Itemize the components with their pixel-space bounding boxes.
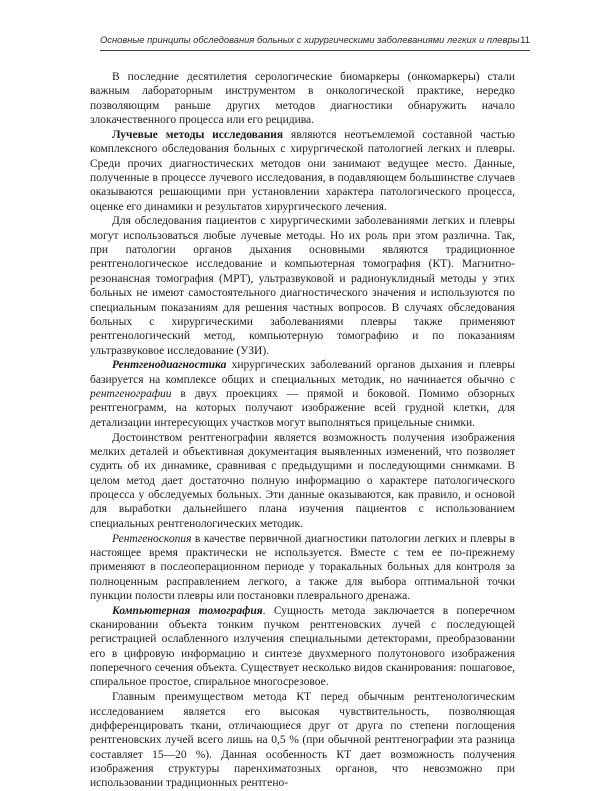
section-term-radiation-methods: Лучевые методы исследования xyxy=(112,128,284,141)
paragraph-radiodiagnostics xyxy=(90,358,515,430)
paragraph-text: в качестве первичной диагностики патологии легких и плевры в настоящее время практически не используется. Вместе с тем ее по-прежнему применяют в послеоперационном периоде у торакальных больных для контроля за полноценным расправлением легкого, а также для выбора оптимальной точки пункции полости плевры или постановки плеврального дренажа. xyxy=(90,532,515,602)
paragraph-radiation-usage xyxy=(90,214,515,357)
paragraph-text: Для обследования пациентов с хирургическими заболеваниями легких и плевры могут использоваться любые лучевые методы. Но их роль при этом различна. Так, при патологии органов дыхания основными являются традиционное рентгенологическое исследование и компьютерная томография (КТ). Магнитно-резонансная томография (МРТ), ультразвуковой и радионуклидный методы у этих больных не имеют самостоятельного диагностического значения и используются по специальным показаниям для решения частных вопросов. В случаях обследования больных с хирургическими заболеваниями плевры также применяют рентгенологический метод, компьютерную томографию и по показаниям ультразвуковое исследование (УЗИ). xyxy=(90,215,515,357)
paragraph-text: являются неотъемлемой составной частью комплексного обследования больных с хирургической патологией легких и плевры. Среди прочих диагностических методов они занимают ведущее место. Данные, полученные в процессе лучевого исследования, в подавляющем большинстве случаев оказываются решающими при установлении характера патологического процесса, оценке его динамики и результатов хирургического лечения. xyxy=(90,128,515,213)
paragraph-radiography-advantages xyxy=(90,431,515,531)
paragraph-radiation-methods xyxy=(90,128,515,214)
inline-term-radiography: рентгенографии xyxy=(90,388,172,401)
paragraph-fluoroscopy xyxy=(90,532,515,604)
page-number: 11 xyxy=(520,34,530,45)
paragraph-text: в двух проекциях — прямой и боковой. Помимо обзорных рентгенограмм, на которых получают изображение всей грудной клетки, для детализации интересующих участков могут выполняться прицельные снимки. xyxy=(90,388,515,429)
paragraph-text: Главным преимуществом метода КТ перед обычным рентгенологическим исследованием является его высокая чувствительность, позволяющая дифференцировать ткани, отличающиеся друг от друга по степени поглощения рентгеновских лучей всего лишь на 0,5 % (при обычной рентгенографии эта разница составляет 15—20 %). Данная особенность КТ дает возможность получения изображения структуры паренхиматозных органов, что невозможно при использовании традиционных рентгено- xyxy=(90,691,515,790)
paragraph-computed-tomography xyxy=(90,604,515,690)
paragraph-text: хирургических заболеваний органов дыхания и плевры базируется на комплексе общих и специальных методик, но начинается обычно с xyxy=(90,359,515,386)
section-term-fluoroscopy: Рентгеноскопия xyxy=(112,532,192,545)
paragraph-text: В последние десятилетия серологические биомаркеры (онкомаркеры) стали важным лабораторным инструментом в онкологической практике, нередко позволяющим раньше других методов диагностики обнаружить начало злокачественного процесса или его рецидива. xyxy=(90,71,515,127)
paragraph-text: Достоинством рентгенографии является возможность получения изображения мелких деталей и объективная документация выявленных изменений, что позволяет судить об их динамике, сравнивая с предыдущими и последующими снимками. В целом метод дает достаточно полную информацию о характере патологического процесса у обследуемых больных. Эти данные оказываются, как правило, и основой для выработки дальнейшего плана изучения пациентов с использованием специальных рентгенологических методик. xyxy=(90,431,515,530)
paragraph-serological-markers xyxy=(90,70,515,127)
running-header xyxy=(100,30,530,51)
page-body xyxy=(90,70,515,791)
paragraph-text: . Сущность метода заключается в поперечном сканировании объекта тонким пучком рентгеновских лучей с последующей регистрацией ослабленного излучения специальными детекторами, преобразовании его в цифровую информацию и синтезе двухмерного полутонового изображения поперечного сечения объекта. Существует несколько видов сканирования: пошаговое, спиральное простое, спиральное многосрезовое. xyxy=(90,604,515,689)
running-title: Основные принципы обследования больных с хирургическими заболеваниями легких и плевры xyxy=(100,34,520,45)
section-term-computed-tomography: Компьютерная томография xyxy=(112,604,263,617)
paragraph-ct-advantages xyxy=(90,690,515,790)
section-term-radiodiagnostics: Рентгенодиагностика xyxy=(112,359,227,372)
